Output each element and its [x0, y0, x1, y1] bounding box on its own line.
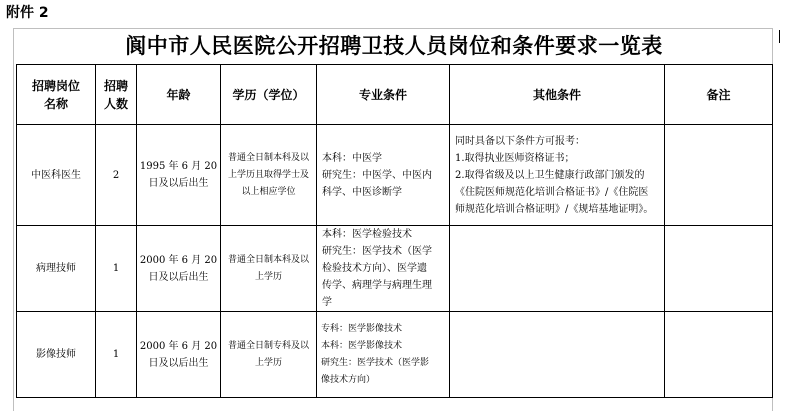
cell-count: 2: [96, 125, 137, 226]
cell-position: 影像技师: [17, 312, 96, 398]
header-position: 招聘岗位 名称: [17, 65, 96, 125]
cell-major: 专科：医学影像技术 本科：医学影像技术 研究生：医学技术（医学影 像技术方向）: [317, 312, 450, 398]
cell-count: 1: [96, 312, 137, 398]
header-count: 招聘 人数: [96, 65, 137, 125]
header-other: 其他条件: [450, 65, 665, 125]
cell-age: 1995 年 6 月 20 日及以后出生: [137, 125, 221, 226]
table-row: [17, 125, 773, 226]
cell-age: 2000 年 6 月 20 日及以后出生: [137, 226, 221, 312]
table-row: [17, 226, 773, 312]
recruitment-table: [16, 64, 773, 398]
cell-remark: [665, 312, 773, 398]
attachment-label: 附件 2: [6, 5, 49, 21]
cell-major: 本科：中医学 研究生：中医学、中医内 科学、中医诊断学: [317, 125, 450, 226]
cell-other: 同时具备以下条件方可报考： 1.取得执业医师资格证书； 2.取得省级及以上卫生健康行政部门颁发的 《住院医师规范化培训合格证书》/《住院医 师规范化培训合格证明》/《规培基地证明》。: [450, 125, 665, 226]
header-education: 学历（学位）: [221, 65, 317, 125]
cell-education: 普通全日制专科及以 上学历: [221, 312, 317, 398]
cell-other: [450, 312, 665, 398]
header-remark: 备注: [665, 65, 773, 125]
cell-position: 病理技师: [17, 226, 96, 312]
cell-other: [450, 226, 665, 312]
cell-count: 1: [96, 226, 137, 312]
header-row: [17, 65, 773, 125]
cell-major: 本科：医学检验技术 研究生：医学技术（医学 检验技术方向）、医学遗 传学、病理学与病理生理 学: [317, 226, 450, 312]
cell-education: 普通全日制本科及以 上学历且取得学士及 以上相应学位: [221, 125, 317, 226]
table-row: [17, 312, 773, 398]
cell-age: 2000 年 6 月 20 日及以后出生: [137, 312, 221, 398]
cell-position: 中医科医生: [17, 125, 96, 226]
cell-education: 普通全日制本科及以 上学历: [221, 226, 317, 312]
table-title: 阆中市人民医院公开招聘卫技人员岗位和条件要求一览表: [125, 33, 663, 58]
cell-remark: [665, 226, 773, 312]
cell-remark: [665, 125, 773, 226]
header-major: 专业条件: [317, 65, 450, 125]
text-cursor: [779, 30, 780, 43]
header-age: 年龄: [137, 65, 221, 125]
